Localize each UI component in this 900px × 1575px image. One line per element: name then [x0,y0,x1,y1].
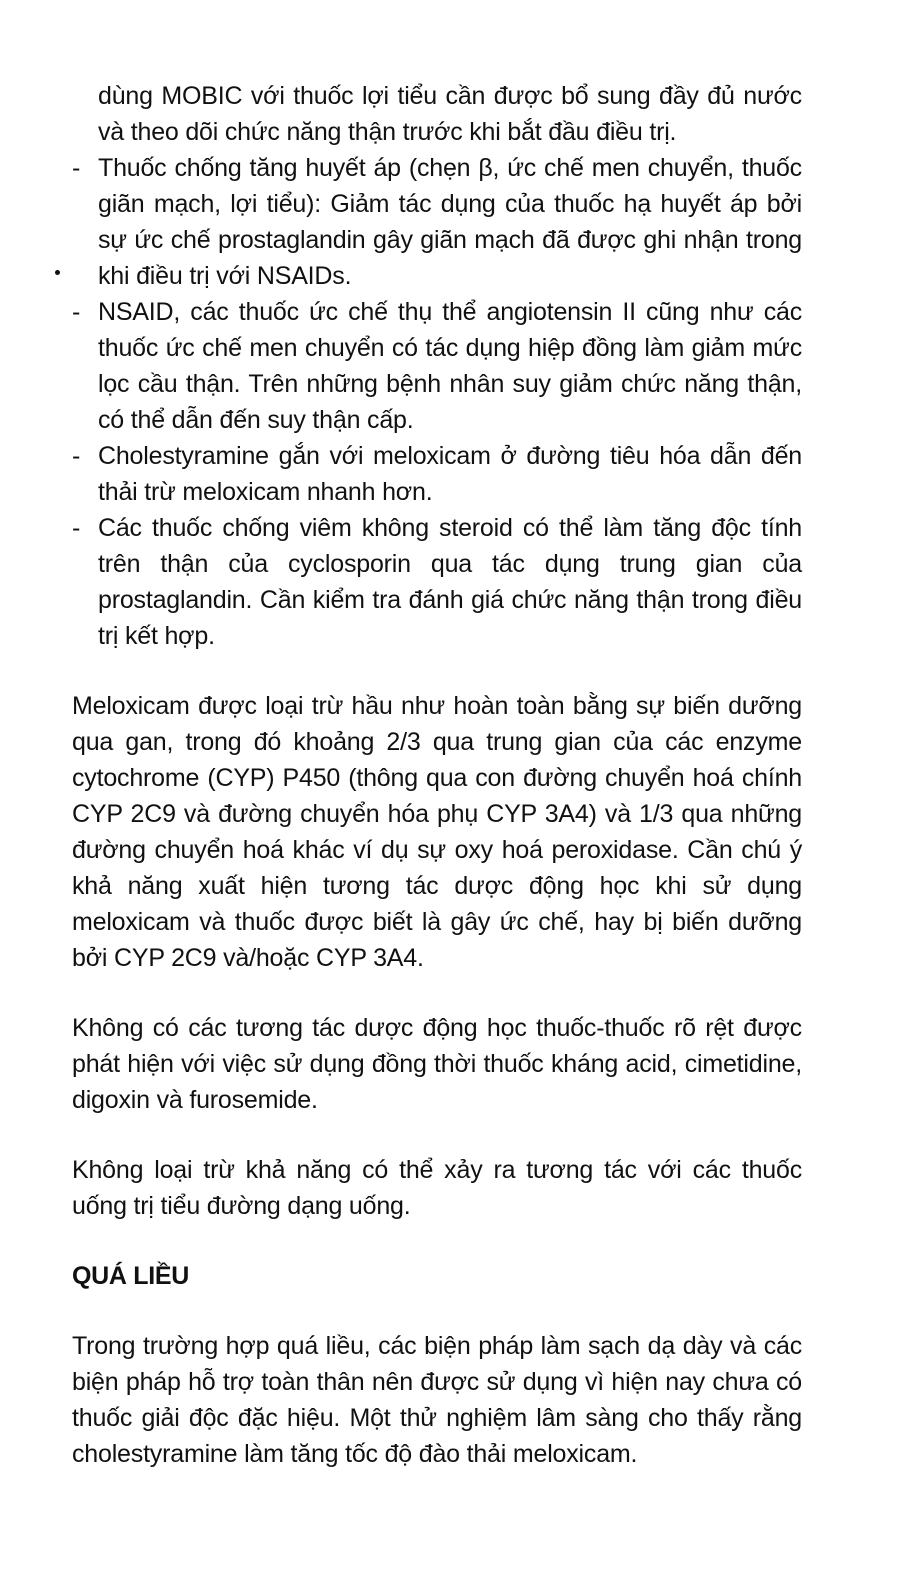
bullet-item-nsaid-angiotensin [72,294,802,438]
bullet-text: Thuốc chống tăng huyết áp (chẹn β, ức chế men chuyển, thuốc giãn mạch, lợi tiểu): Giảm tác dụng của thuốc hạ huyết áp bởi sự ức chế prostaglandin gây giãn mạch đã được ghi nhận trong khi điều trị với NSAIDs. [98,154,802,290]
bullet-item-antihypertensives [72,150,802,294]
bullet-text: NSAID, các thuốc ức chế thụ thể angiotensin II cũng như các thuốc ức chế men chuyển có tác dụng hiệp đồng làm giảm mức lọc cầu thận. Trên những bệnh nhân suy giảm chức năng thận, có thể dẫn đến suy thận cấp. [98,298,802,434]
overdose-paragraph: Trong trường hợp quá liều, các biện pháp làm sạch dạ dày và các biện pháp hỗ trợ toàn thân nên được sử dụng vì hiện nay chưa có thuốc giải độc đặc hiệu. Một thử nghiệm lâm sàng cho thấy rằng cholestyramine làm tăng tốc độ đào thải meloxicam. [72,1332,802,1468]
paragraph-spacer [72,1224,802,1258]
bullet-marker: - [72,154,81,182]
paragraph-spacer [72,654,802,688]
bullet-item-cyclosporin [72,510,802,654]
bullet-item-cholestyramine [72,438,802,510]
bullet-marker: - [72,514,81,542]
diabetes-interaction-paragraph: Không loại trừ khả năng có thể xảy ra tương tác với các thuốc uống trị tiểu đường dạng uống. [72,1156,802,1220]
bullet-marker: - [72,442,81,470]
continuation-paragraph: dùng MOBIC với thuốc lợi tiểu cần được bổ sung đầy đủ nước và theo dõi chức năng thận trước khi bắt đầu điều trị. [98,82,802,146]
scan-dot-mark [55,270,60,275]
overdose-section-title: QUÁ LIỀU [72,1262,190,1290]
meloxicam-metabolism-paragraph: Meloxicam được loại trừ hầu như hoàn toàn bằng sự biến dưỡng qua gan, trong đó khoảng 2/3 qua trung gian của các enzyme cytochrome (CYP) P450 (thông qua con đường chuyển hoá chính CYP 2C9 và đường chuyển hóa phụ CYP 3A4) và 1/3 qua những đường chuyển hoá khác ví dụ sự oxy hoá peroxidase. Cần chú ý khả năng xuất hiện tương tác dược động học khi sử dụng meloxicam và thuốc được biết là gây ức chế, hay bị biến dưỡng bởi CYP 2C9 và/hoặc CYP 3A4. [72,692,802,972]
paragraph-spacer [72,1118,802,1152]
paragraph-spacer [72,976,802,1010]
no-interactions-paragraph: Không có các tương tác dược động học thuốc-thuốc rõ rệt được phát hiện với việc sử dụng đồng thời thuốc kháng acid, cimetidine, digoxin và furosemide. [72,1014,802,1114]
bullet-marker: - [72,298,81,326]
paragraph-spacer [72,1294,802,1328]
document-page [72,78,802,1472]
bullet-text: Cholestyramine gắn với meloxicam ở đường tiêu hóa dẫn đến thải trừ meloxicam nhanh hơn. [98,442,802,506]
interaction-bullet-list [72,150,802,654]
bullet-text: Các thuốc chống viêm không steroid có thể làm tăng độc tính trên thận của cyclosporin qua tác dụng trung gian của prostaglandin. Cần kiểm tra đánh giá chức năng thận trong điều trị kết hợp. [98,514,802,650]
